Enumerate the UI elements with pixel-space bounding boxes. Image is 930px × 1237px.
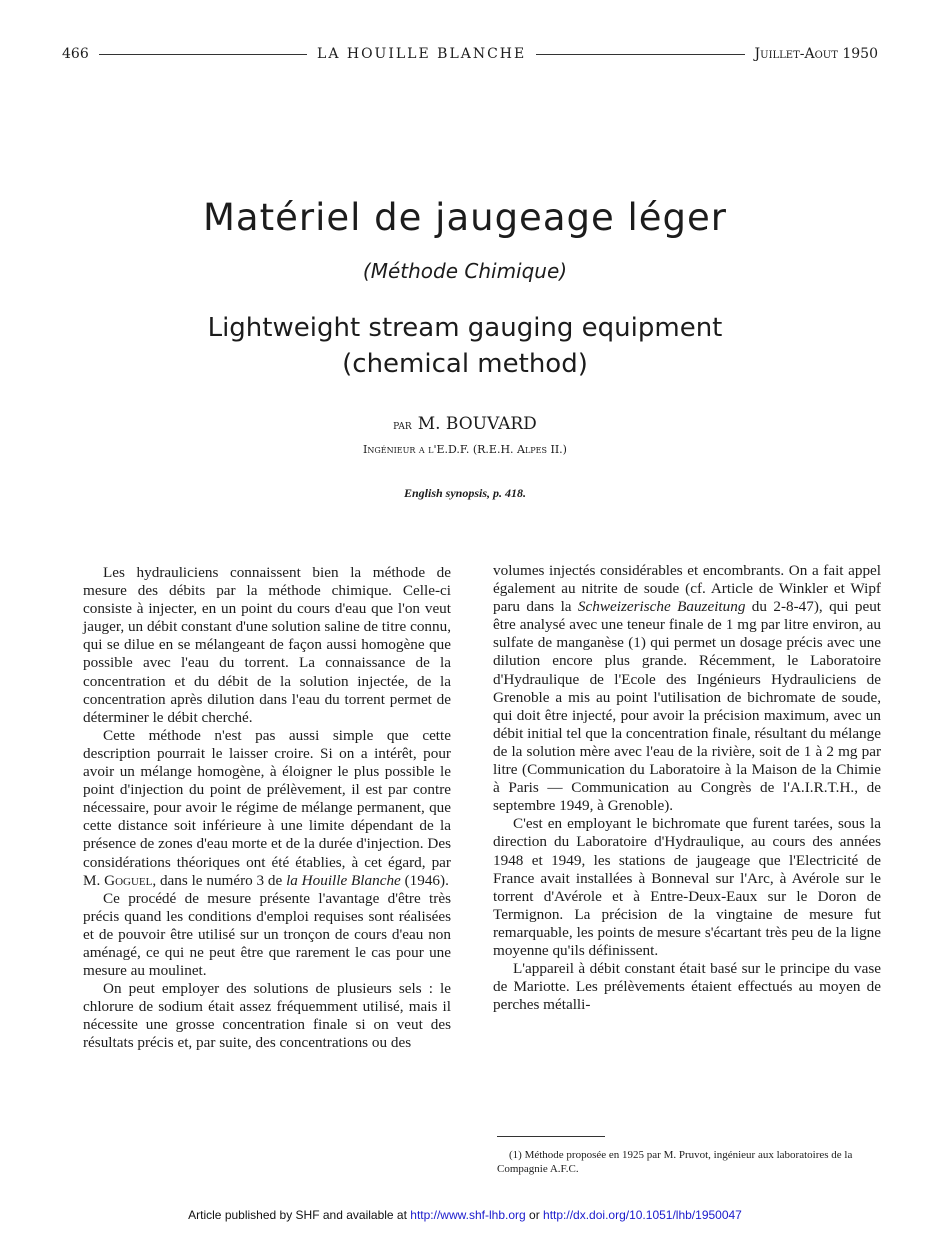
access-statement [0, 1208, 930, 1222]
footnote: (1) Méthode proposée en 1925 par M. Pruvot, ingénieur aux laboratoires de la Compagnie A.F.C. [497, 1149, 853, 1175]
article-title: Matériel de jaugeage léger [202, 196, 728, 239]
cited-journal: Schweizerische Bauzeitung [577, 598, 746, 616]
body-column-left [83, 564, 451, 1053]
article-subtitle: (Méthode Chimique) [362, 259, 568, 283]
byline-prefix: par [393, 418, 412, 433]
issue-date: Juillet-Aout 1950 [754, 46, 878, 62]
text-run: volumes injectés considérables et encombrants. On a fait appel également au nitrite de soude (cf. Article de Winkler et Wipf paru dans la [493, 562, 881, 616]
english-title [0, 310, 930, 382]
paragraph [493, 562, 881, 815]
footnote-rule [497, 1136, 605, 1137]
cited-journal: la Houille Blanche [286, 871, 401, 889]
paragraph: C'est en employant le bichromate que furent tarées, sous la direction du Laboratoire d'Hydraulique, au cours des années 1948 et 1949, les stations de jaugeage que l'Electricité de France avait installées à Bonneval sur l'Arc, à Avérole sur le torrent d'Avérole et à Entre-Deux-Eaux sur le Doron de Termignon. La précision de la vingtaine de mesure fut remarquable, les points de mesure s'écartant très peu de la ligne moyenne qu'ils définissent. [493, 815, 881, 959]
author-name: M. BOUVARD [417, 414, 537, 434]
paragraph [83, 727, 451, 890]
header-rule-left [99, 54, 307, 55]
english-title-line1: Lightweight stream gauging equipment [207, 313, 723, 343]
paragraph: L'appareil à débit constant était basé sur le principe du vase de Mariotte. Les prélèvements étaient effectués au moyen de perches métalli- [493, 960, 881, 1014]
byline [0, 414, 930, 434]
shf-link[interactable]: http://www.shf-lhb.org [410, 1208, 526, 1222]
doi-link[interactable]: http://dx.doi.org/10.1051/lhb/1950047 [543, 1208, 742, 1222]
access-or: or [529, 1208, 540, 1222]
text-run: du 2-8-47), qui peut être analysé avec une teneur finale de 1 mg par litre environ, au sulfate de manganèse (1) qui permet un dosage précis avec une dilution encore plus grande. Récemment, le Laboratoire d'Hydraulique de l'Ecole des Ingénieurs Hydrauliciens de Grenoble a mis au point l'utilisation de bichromate de soude, qui doit être injecté, pour avoir la précision maximum, avec un débit initial tel que la concentration finale, résultant du mélange de la solution mère avec l'eau de la rivière, soit de 1 à 2 mg par litre (Communication du Laboratoire à la Maison de la Chimie à Paris — Communication au Congrès de l'A.I.R.T.H., de septembre 1949, à Grenoble). [493, 598, 882, 815]
text-run: Cette méthode n'est pas aussi simple que cette description pourrait le laisser croire. Si on a intérêt, pour avoir un mélange homogène, à éloigner le plus possible le point d'injection du point de prélèvement, il est par contre nécessaire, pour avoir le régime de mélange permanent, que cette distance soit inférieure à une limite dépendant de la présence de zones d'eau morte et de la durée d'injection. Des considérations théoriques ont été établies, à cet égard, par M. [83, 726, 451, 889]
paragraph: On peut employer des solutions de plusieurs sels : le chlorure de sodium était assez fréquemment utilisé, mais il nécessite une grosse concentration finale si on veut des résultats précis et, par suite, des concentrations ou des [83, 980, 451, 1052]
text-run: (1946). [404, 871, 449, 889]
running-header [62, 44, 878, 64]
paragraph: Ce procédé de mesure présente l'avantage d'être très précis quand les conditions d'emploi requises sont réalisées et de pouvoir être utilisé sur un tronçon de cours d'eau non aménagé, ce qui ne peut être que rarement le cas pour une mesure au moulinet. [83, 889, 451, 980]
header-rule-right [536, 54, 744, 55]
page-number: 466 [62, 46, 89, 62]
author-affiliation: Ingénieur a l'E.D.F. (R.E.H. Alpes II.) [363, 443, 567, 456]
english-title-line2: (chemical method) [342, 349, 588, 379]
text-run: , dans le numéro 3 de [152, 871, 283, 889]
access-prefix: Article published by SHF and available at [188, 1208, 407, 1222]
english-synopsis-note: English synopsis, p. 418. [403, 486, 527, 500]
paragraph: Les hydrauliciens connaissent bien la méthode de mesure des débits par la méthode chimique. Celle-ci consiste à injecter, en un point du cours d'eau que l'on veut jauger, un débit constant d'une solution saline de titre connu, qui se dilue en se mélangeant de façon aussi homogène que possible avec l'eau du torrent. La connaissance de la concentration et du débit de la solution injectée, de la concentration après dilution dans l'eau du torrent permet de déterminer le débit cherché. [83, 564, 451, 726]
journal-name: LA HOUILLE BLANCHE [317, 46, 527, 62]
body-column-right [493, 562, 881, 1014]
cited-author: Goguel [104, 871, 153, 889]
